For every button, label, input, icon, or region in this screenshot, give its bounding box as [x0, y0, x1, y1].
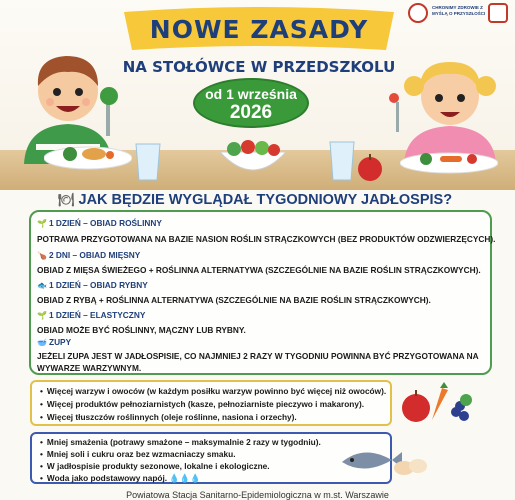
day-flexible-desc: OBIAD MOŻE BYĆ ROŚLINNY, MĄCZNY LUB RYBNY.: [37, 325, 246, 335]
sprout-icon: 🌱: [37, 311, 47, 320]
drumstick-icon: 🍗: [37, 251, 47, 260]
soups-desc: JEŻELI ZUPA JEST W JADŁOSPISIE, CO NAJMNIEJ 2 RAZY W TYGODNIU POWINNA BYĆ PRZYGOTOWANA NA: [37, 351, 479, 361]
girl-plate: [400, 148, 498, 174]
title-main: NOWE ZASADY: [149, 15, 369, 44]
tip-less-frying: • Mniej smażenia (potrawy smażone – maksymalnie 2 razy w tygodniu).: [40, 437, 321, 447]
cutlery-icon: 🍽: [58, 192, 75, 207]
day-plant-desc: POTRAWA PRZYGOTOWANA NA BAZIE NASION ROŚLIN STRĄCZKOWYCH (BEZ PRODUKTÓW ODZWIERZĘCYCH).: [37, 234, 496, 244]
day-fish-title: 🐟 1 DZIEŃ – OBIAD RYBNY: [37, 280, 148, 290]
fruits-vegetables-icon: [400, 382, 474, 426]
boy-plate: [44, 140, 132, 170]
tip-more-plant-fats: • Więcej tłuszczów roślinnych (oleje roślinne, nasiona i orzechy).: [40, 412, 297, 422]
footer-institution: Powiatowa Stacja Sanitarno-Epidemiologiczna w m.st. Warszawie: [126, 490, 389, 500]
soup-icon: 🥣: [37, 338, 47, 347]
day-flexible-title: 🌱 1 DZIEŃ – ELASTYCZNY: [37, 310, 146, 320]
emblem-logo-icon: [488, 3, 508, 23]
apple-icon: [356, 152, 384, 182]
fish-icon: 🐟: [37, 281, 47, 290]
logo-text: CHRONIMY ZDROWIE Z MYŚLĄ O PRZYSZŁOŚCI: [432, 5, 486, 16]
date-label: od 1 września: [205, 86, 297, 102]
menu-heading: 🍽 JAK BĘDZIE WYGLĄDAŁ TYGODNIOWY JADŁOSPIS?: [58, 192, 453, 208]
salad-bowl: [218, 138, 288, 178]
tip-more-wholegrain: • Więcej produktów pełnoziarnistych (kasze, pełnoziarniste pieczywo i makarony).: [40, 399, 364, 409]
day-meat-title: 🍗 2 DNI – OBIAD MIĘSNY: [37, 250, 141, 260]
water-glass-right: [328, 140, 356, 182]
date-year: 2026: [229, 102, 273, 123]
day-meat-desc: OBIAD Z MIĘSA ŚWIEŻEGO + ROŚLINNA ALTERNATYWA (SZCZEGÓLNIE NA BAZIE ROŚLIN STRĄCZKOWYCH).: [37, 265, 481, 275]
weekly-menu-box: [29, 210, 496, 375]
fish-and-eggs-icon: [338, 440, 430, 480]
soups-title: 🥣 ZUPY: [37, 337, 72, 347]
date-badge: [193, 78, 309, 128]
tip-more-vegetables: • Więcej warzyw i owoców (w każdym posiłku warzyw powinno być więcej niż owoców).: [40, 386, 386, 396]
logos: [408, 2, 512, 24]
water-glass-left: [134, 142, 162, 182]
tip-less-salt-sugar: • Mniej soli i cukru oraz bez wzmacniaczy smaku.: [40, 449, 236, 459]
sanepid-logo-icon: [408, 3, 428, 23]
day-fish-desc: OBIAD Z RYBĄ + ROŚLINNA ALTERNATYWA (SZCZEGÓLNIE NA BAZIE ROŚLIN STRĄCZKOWYCH).: [37, 295, 431, 305]
soups-desc-cont: WYWARZE WARZYWNYM.: [37, 363, 142, 373]
tip-water: • Woda jako podstawowy napój. 💧💧💧: [40, 473, 200, 483]
tip-seasonal-products: • W jadłospisie produkty sezonowe, lokalne i ekologiczne.: [40, 461, 270, 471]
title-sub: NA STOŁÓWCE W PRZEDSZKOLU: [122, 58, 396, 76]
day-plant-title: 🌱 1 DZIEŃ – OBIAD ROŚLINNY: [37, 218, 162, 228]
title-banner: [118, 6, 400, 84]
tips-more-box: [30, 380, 392, 426]
hero-illustration: [0, 0, 515, 190]
sprout-icon: 🌱: [37, 219, 47, 228]
